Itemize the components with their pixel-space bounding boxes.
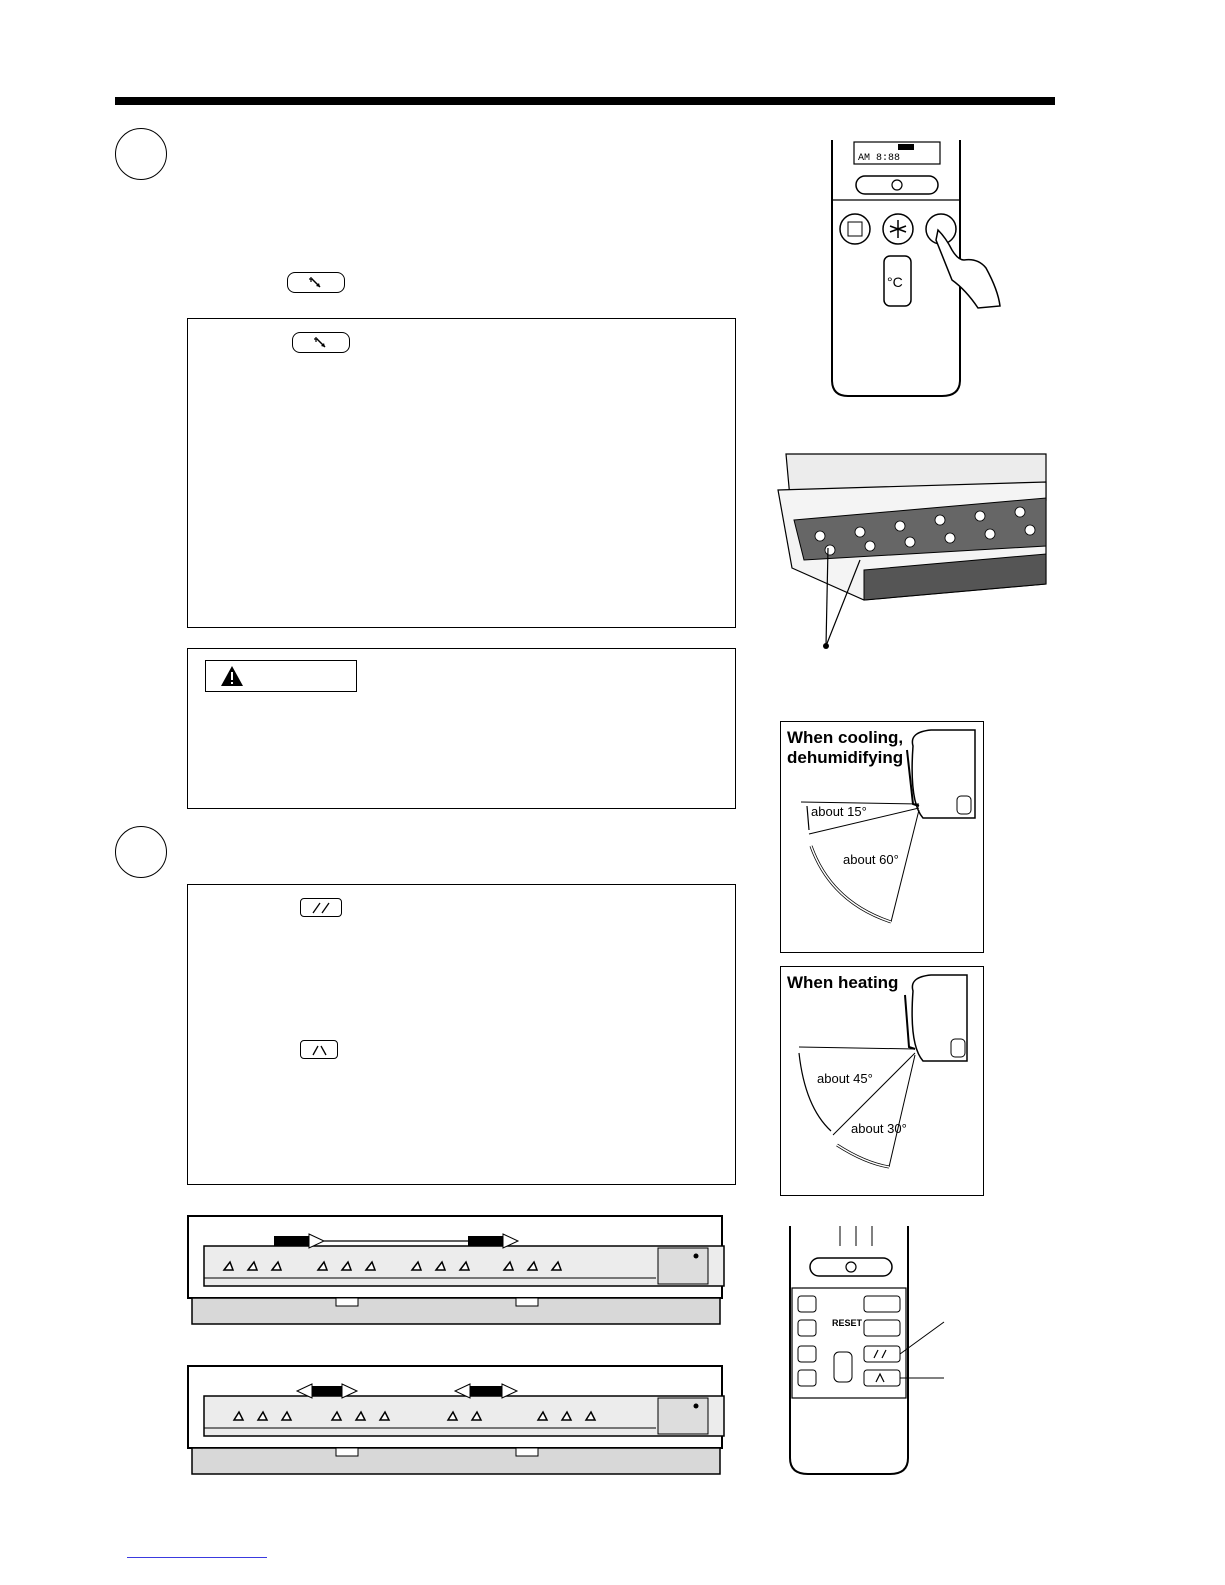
indoor-unit-parallel-diagram [186, 1214, 726, 1326]
step-1-circle [115, 128, 167, 180]
cooling-angle-diagram [781, 722, 985, 954]
cooling-angle-figure [780, 721, 984, 953]
cooling-angle-large-label: about 60° [843, 852, 899, 867]
swing-icon [304, 276, 328, 290]
svg-text:AM 8:88: AM 8:88 [858, 153, 901, 164]
heating-angle-large-label: about 30° [851, 1121, 907, 1136]
info-box-louver [187, 884, 736, 1185]
info-box-swing [187, 318, 736, 628]
swing-button-glyph-inline [292, 332, 350, 353]
reset-label: RESET [832, 1318, 863, 1328]
heating-angle-small-label: about 45° [817, 1071, 873, 1086]
warning-triangle-icon [220, 665, 244, 687]
spread-button-glyph [300, 1040, 338, 1059]
temp-unit-label: °C [887, 274, 903, 290]
indoor-unit-spread-diagram [186, 1364, 726, 1476]
parallel-louver-icon [308, 901, 334, 915]
swing-button-glyph [287, 272, 345, 293]
heating-figure-title: When heating [787, 973, 899, 992]
heating-angle-diagram [781, 967, 985, 1197]
cooling-angle-small-label: about 15° [811, 804, 867, 819]
step-2-circle [115, 826, 167, 878]
swing-icon [309, 336, 333, 350]
louver-detail-figure [770, 450, 1048, 650]
cooling-figure-title: When cooling, dehumidifying [787, 728, 904, 767]
header-rule [115, 97, 1055, 105]
heating-angle-figure [780, 966, 984, 1196]
spread-louver-icon [306, 1043, 332, 1057]
parallel-button-glyph [300, 898, 342, 917]
remote-control-swing-figure [828, 140, 1008, 400]
caution-tag [205, 660, 357, 692]
footer-link-underline[interactable] [127, 1557, 267, 1558]
remote-control-louver-figure [786, 1222, 946, 1478]
